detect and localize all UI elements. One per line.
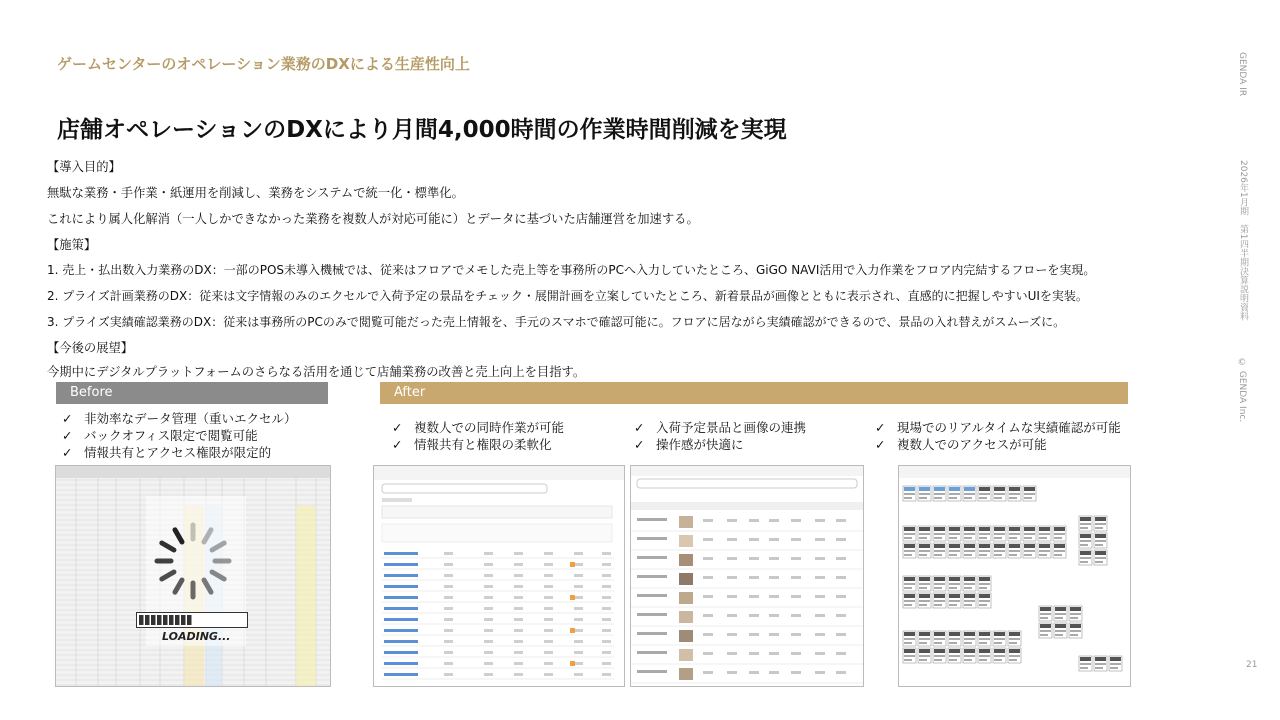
after-check-3-2: ✓ 複数人でのアクセスが可能 [875,436,1121,453]
measure-item-3: 3. プライズ実績確認業務のDX：従来は事務所のPCのみで閲覧可能だった売上情報を、手元のスマホで確認可能に。フロアに居ながら実績確認ができるので、景品の入れ替えがスムーズに。 [47,315,1066,329]
after-checklist-2 [634,419,806,453]
before-spreadsheet-screenshot [55,465,331,687]
after-check-2-1: ✓ 入荷予定景品と画像の連携 [634,419,806,436]
before-checklist [62,410,297,461]
after-check-2-2: ✓ 操作感が快適に [634,436,806,453]
loading-text: LOADING... [162,630,231,643]
after-check-3-1: ✓ 現場でのリアルタイムな実績確認が可能 [875,419,1121,436]
measures-heading: 【施策】 [47,238,97,252]
loading-progress-bar [136,612,248,628]
after-check-1-2: ✓ 情報共有と権限の柔軟化 [392,436,564,453]
sales-input-ui-image [374,466,624,686]
section-subtitle: ゲームセンターのオペレーション業務のDXによる生産性向上 [57,55,470,73]
measure-item-2: 2. プライズ計画業務のDX：従来は文字情報のみのエクセルで入荷予定の景品をチェック・展開計画を立案していたところ、新着景品が画像とともに表示され、直感的に把握しやすいUIを実装。 [47,289,1088,303]
floor-map-ui-image [899,466,1130,686]
purpose-line-2: これにより属人化解消（一人しかできなかった業務を複数人が対応可能に）とデータに基づいた店舗運営を加速する。 [47,212,699,226]
after-screenshot-floor-map [898,465,1131,687]
side-copyright: © GENDA Inc. [1237,358,1247,423]
outlook-line: 今期中にデジタルプラットフォームのさらなる活用を通じて店舗業務の改善と売上向上を目指す。 [47,365,586,379]
after-check-1-1: ✓ 複数人での同時作業が可能 [392,419,564,436]
before-check-2: ✓ バックオフィス限定で閲覧可能 [62,427,297,444]
after-screenshot-sales-input [373,465,625,687]
before-check-3: ✓ 情報共有とアクセス権限が限定的 [62,444,297,461]
after-screenshot-prize-list [630,465,864,687]
after-checklist-3 [875,419,1121,453]
prize-list-ui-image [631,466,863,686]
after-checklist-1 [392,419,564,453]
loading-spinner-icon [148,516,238,606]
before-header: Before [56,382,328,404]
page-title: 店舗オペレーションのDXにより月間4,000時間の作業時間削減を実現 [57,117,787,143]
purpose-line-1: 無駄な業務・手作業・紙運用を削減し、業務をシステムで統一化・標準化。 [47,186,464,200]
page-number: 21 [1246,660,1258,670]
side-brand: GENDA IR [1237,52,1247,97]
before-check-1: ✓ 非効率なデータ管理（重いエクセル） [62,410,297,427]
after-header: After [380,382,1128,404]
outlook-heading: 【今後の展望】 [47,341,134,355]
side-document-title: 2026年1月期 第1四半期決算説明資料 [1238,160,1248,321]
purpose-heading: 【導入目的】 [47,160,121,174]
measure-item-1: 1. 売上・払出数入力業務のDX：一部のPOS未導入機械では、従来はフロアでメモした売上等を事務所のPCへ入力していたところ、GiGO NAVI活用で入力作業をフロア内完結するフローを実現。 [47,263,1096,277]
